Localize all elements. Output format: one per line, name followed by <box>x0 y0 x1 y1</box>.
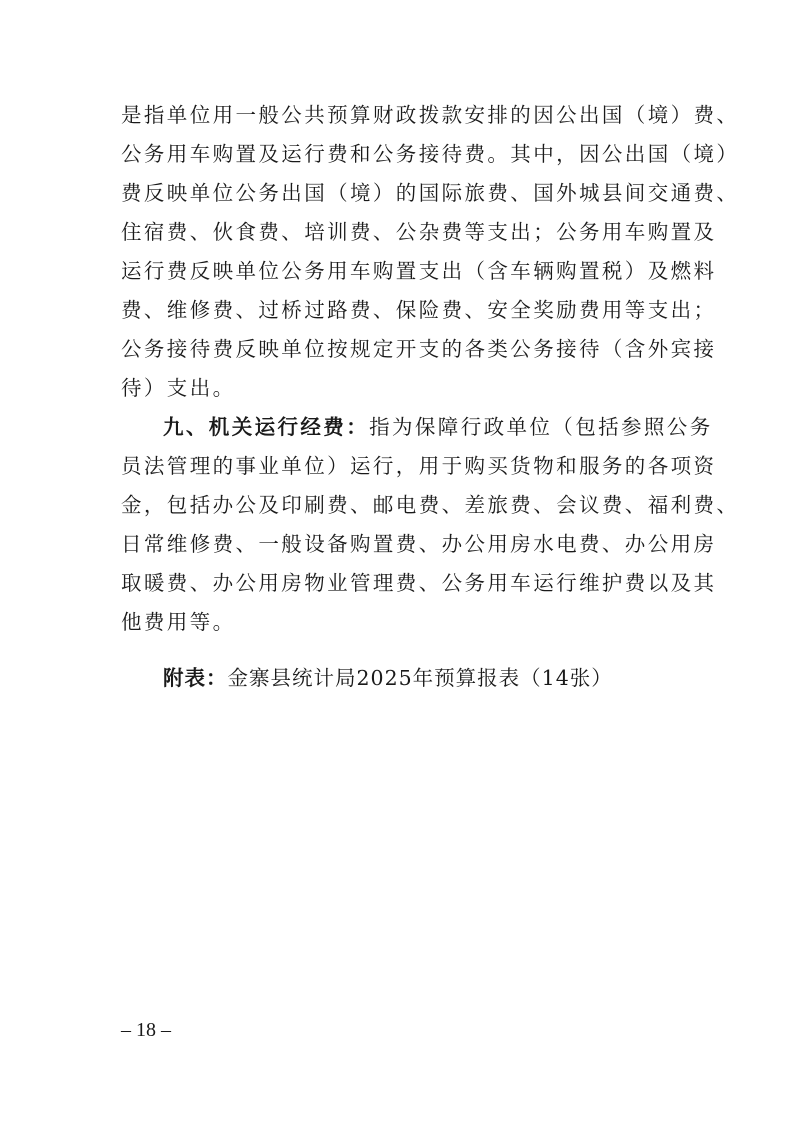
attachment-text: 金寨县统计局2025年预算报表（14张） <box>227 666 613 690</box>
section-9-first-line <box>163 413 713 441</box>
attachment-label: 附表： <box>163 666 228 690</box>
paragraph-8-line: 待）支出。 <box>121 376 236 400</box>
paragraph-8-line: 公务接待费反映单位按规定开支的各类公务接待（含外宾接 <box>121 337 717 361</box>
section-9-text: 指为保障行政单位（包括参照公务 <box>369 415 713 439</box>
section-9-line: 他费用等。 <box>121 610 236 634</box>
page-number: – 18 – <box>121 1019 171 1041</box>
paragraph-8-line: 住宿费、伙食费、培训费、公杂费等支出；公务用车购置及 <box>121 220 717 244</box>
paragraph-8-line: 是指单位用一般公共预算财政拨款安排的因公出国（境）费、 <box>121 103 740 127</box>
section-9-line: 金，包括办公及印刷费、邮电费、差旅费、会议费、福利费、 <box>121 493 740 517</box>
paragraph-8-line: 运行费反映单位公务用车购置支出（含车辆购置税）及燃料 <box>121 259 717 283</box>
paragraph-8-line: 费反映单位公务出国（境）的国际旅费、国外城县间交通费、 <box>121 181 740 205</box>
section-9-line: 员法管理的事业单位）运行，用于购买货物和服务的各项资 <box>121 454 717 478</box>
section-9-line: 取暖费、办公用房物业管理费、公务用车运行维护费以及其 <box>121 571 717 595</box>
section-9-line: 日常维修费、一般设备购置费、办公用房水电费、办公用房 <box>121 532 717 556</box>
paragraph-8-line: 公务用车购置及运行费和公务接待费。其中，因公出国（境） <box>121 142 740 166</box>
section-9-heading: 九、机关运行经费： <box>163 415 370 439</box>
paragraph-8-line: 费、维修费、过桥过路费、保险费、安全奖励费用等支出； <box>121 298 717 322</box>
attachment-line <box>163 664 613 692</box>
